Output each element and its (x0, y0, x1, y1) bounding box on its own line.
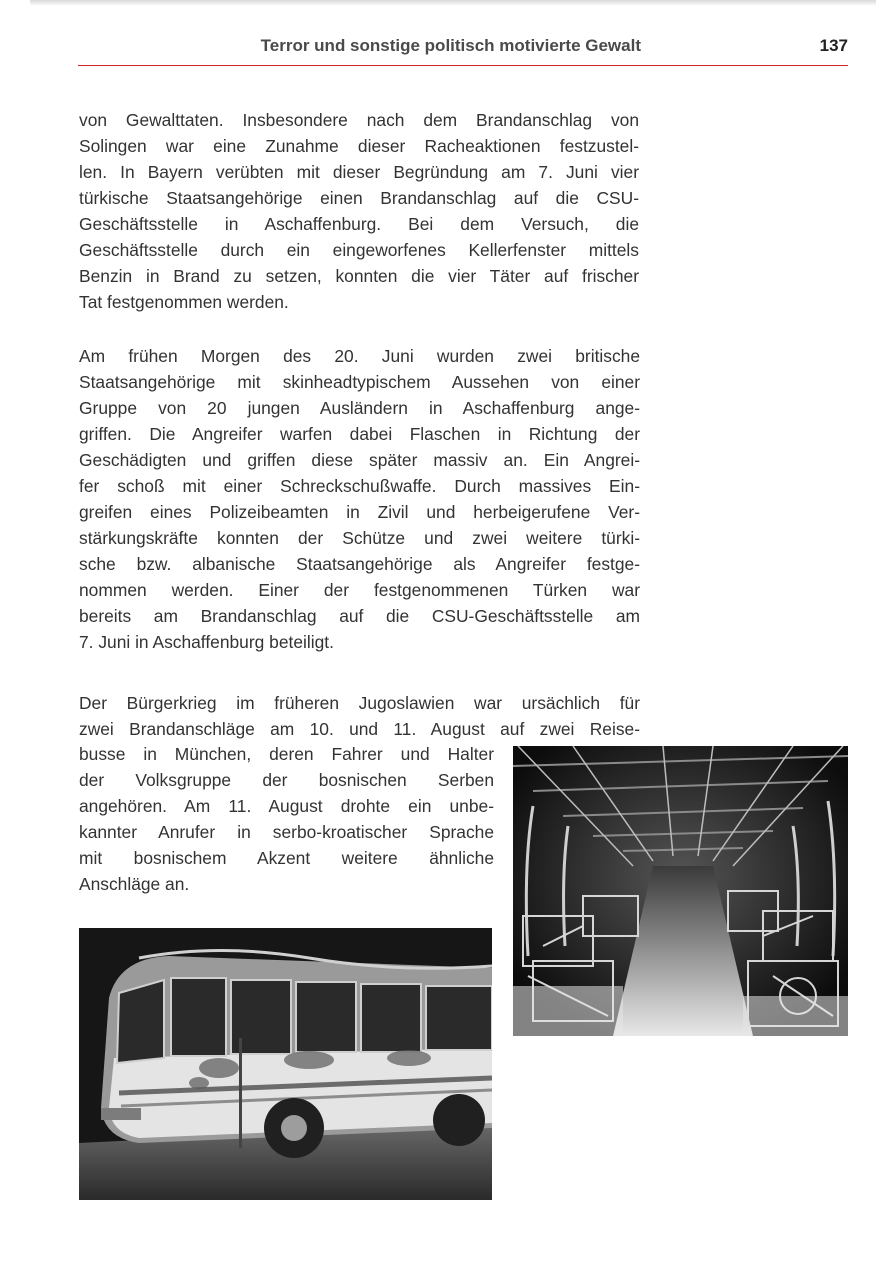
text-line: Geschäftsstelle durch ein eingeworfenes Kellerfenster mittels (79, 240, 639, 260)
text-line: zwei Brandanschläge am 10. und 11. August auf zwei Reise- (79, 719, 640, 739)
text-line: nommen werden. Einer der festgenommenen Türken war (79, 580, 640, 600)
page-top-shadow (30, 0, 876, 6)
running-header-title: Terror und sonstige politisch motivierte Gewalt (260, 36, 641, 55)
text-line: 7. Juni in Aschaffenburg beteiligt. (79, 632, 334, 652)
text-line: Geschädigten und griffen diese später massiv an. Ein Angrei- (79, 450, 640, 470)
paragraph-3-narrow (79, 741, 494, 897)
text-line: kannter Anrufer in serbo-kroatischer Sprache (79, 822, 494, 842)
text-line: Solingen war eine Zunahme dieser Racheaktionen festzustel- (79, 136, 639, 156)
text-line: sche bzw. albanische Staatsangehörige als Angreifer festge- (79, 554, 640, 574)
text-line: türkische Staatsangehörige einen Brandanschlag auf die CSU- (79, 188, 639, 208)
text-line: len. In Bayern verübten mit dieser Begründung am 7. Juni vier (79, 162, 639, 182)
text-line: stärkungskräfte konnten der Schütze und zwei weitere türki- (79, 528, 640, 548)
text-line: Anschläge an. (79, 874, 190, 894)
text-line: mit bosnischem Akzent weitere ähnliche (79, 848, 494, 868)
text-line: greifen eines Polizeibeamten in Zivil und herbeigerufene Ver- (79, 502, 640, 522)
text-line: Benzin in Brand zu setzen, konnten die vier Täter auf frischer (79, 266, 639, 286)
running-header (78, 36, 848, 72)
text-line: von Gewalttaten. Insbesondere nach dem Brandanschlag von (79, 110, 639, 130)
text-line: Der Bürgerkrieg im früheren Jugoslawien war ursächlich für (79, 693, 640, 713)
text-line: Staatsangehörige mit skinheadtypischem Aussehen von einer (79, 372, 640, 392)
paragraph-2 (79, 343, 640, 655)
text-line: Gruppe von 20 jungen Ausländern in Aschaffenburg ange- (79, 398, 640, 418)
text-line: Geschäftsstelle in Aschaffenburg. Bei dem Versuch, die (79, 214, 639, 234)
paragraph-1 (79, 107, 639, 315)
text-line: griffen. Die Angreifer warfen dabei Flaschen in Richtung der (79, 424, 640, 444)
text-line: Tat festgenommen werden. (79, 292, 289, 312)
text-line: bereits am Brandanschlag auf die CSU-Geschäftsstelle am (79, 606, 640, 626)
text-line: busse in München, deren Fahrer und Halter (79, 744, 494, 764)
text-line: der Volksgruppe der bosnischen Serben (79, 770, 494, 790)
photo-burned-bus-interior (513, 746, 848, 1036)
photo-burned-bus-exterior (79, 928, 492, 1200)
header-rule (78, 65, 848, 66)
page-number: 137 (819, 36, 848, 55)
text-line: Am frühen Morgen des 20. Juni wurden zwei britische (79, 346, 640, 366)
paragraph-3-full-width (79, 690, 640, 742)
text-line: angehören. Am 11. August drohte ein unbe- (79, 796, 494, 816)
text-line: fer schoß mit einer Schreckschußwaffe. Durch massives Ein- (79, 476, 640, 496)
